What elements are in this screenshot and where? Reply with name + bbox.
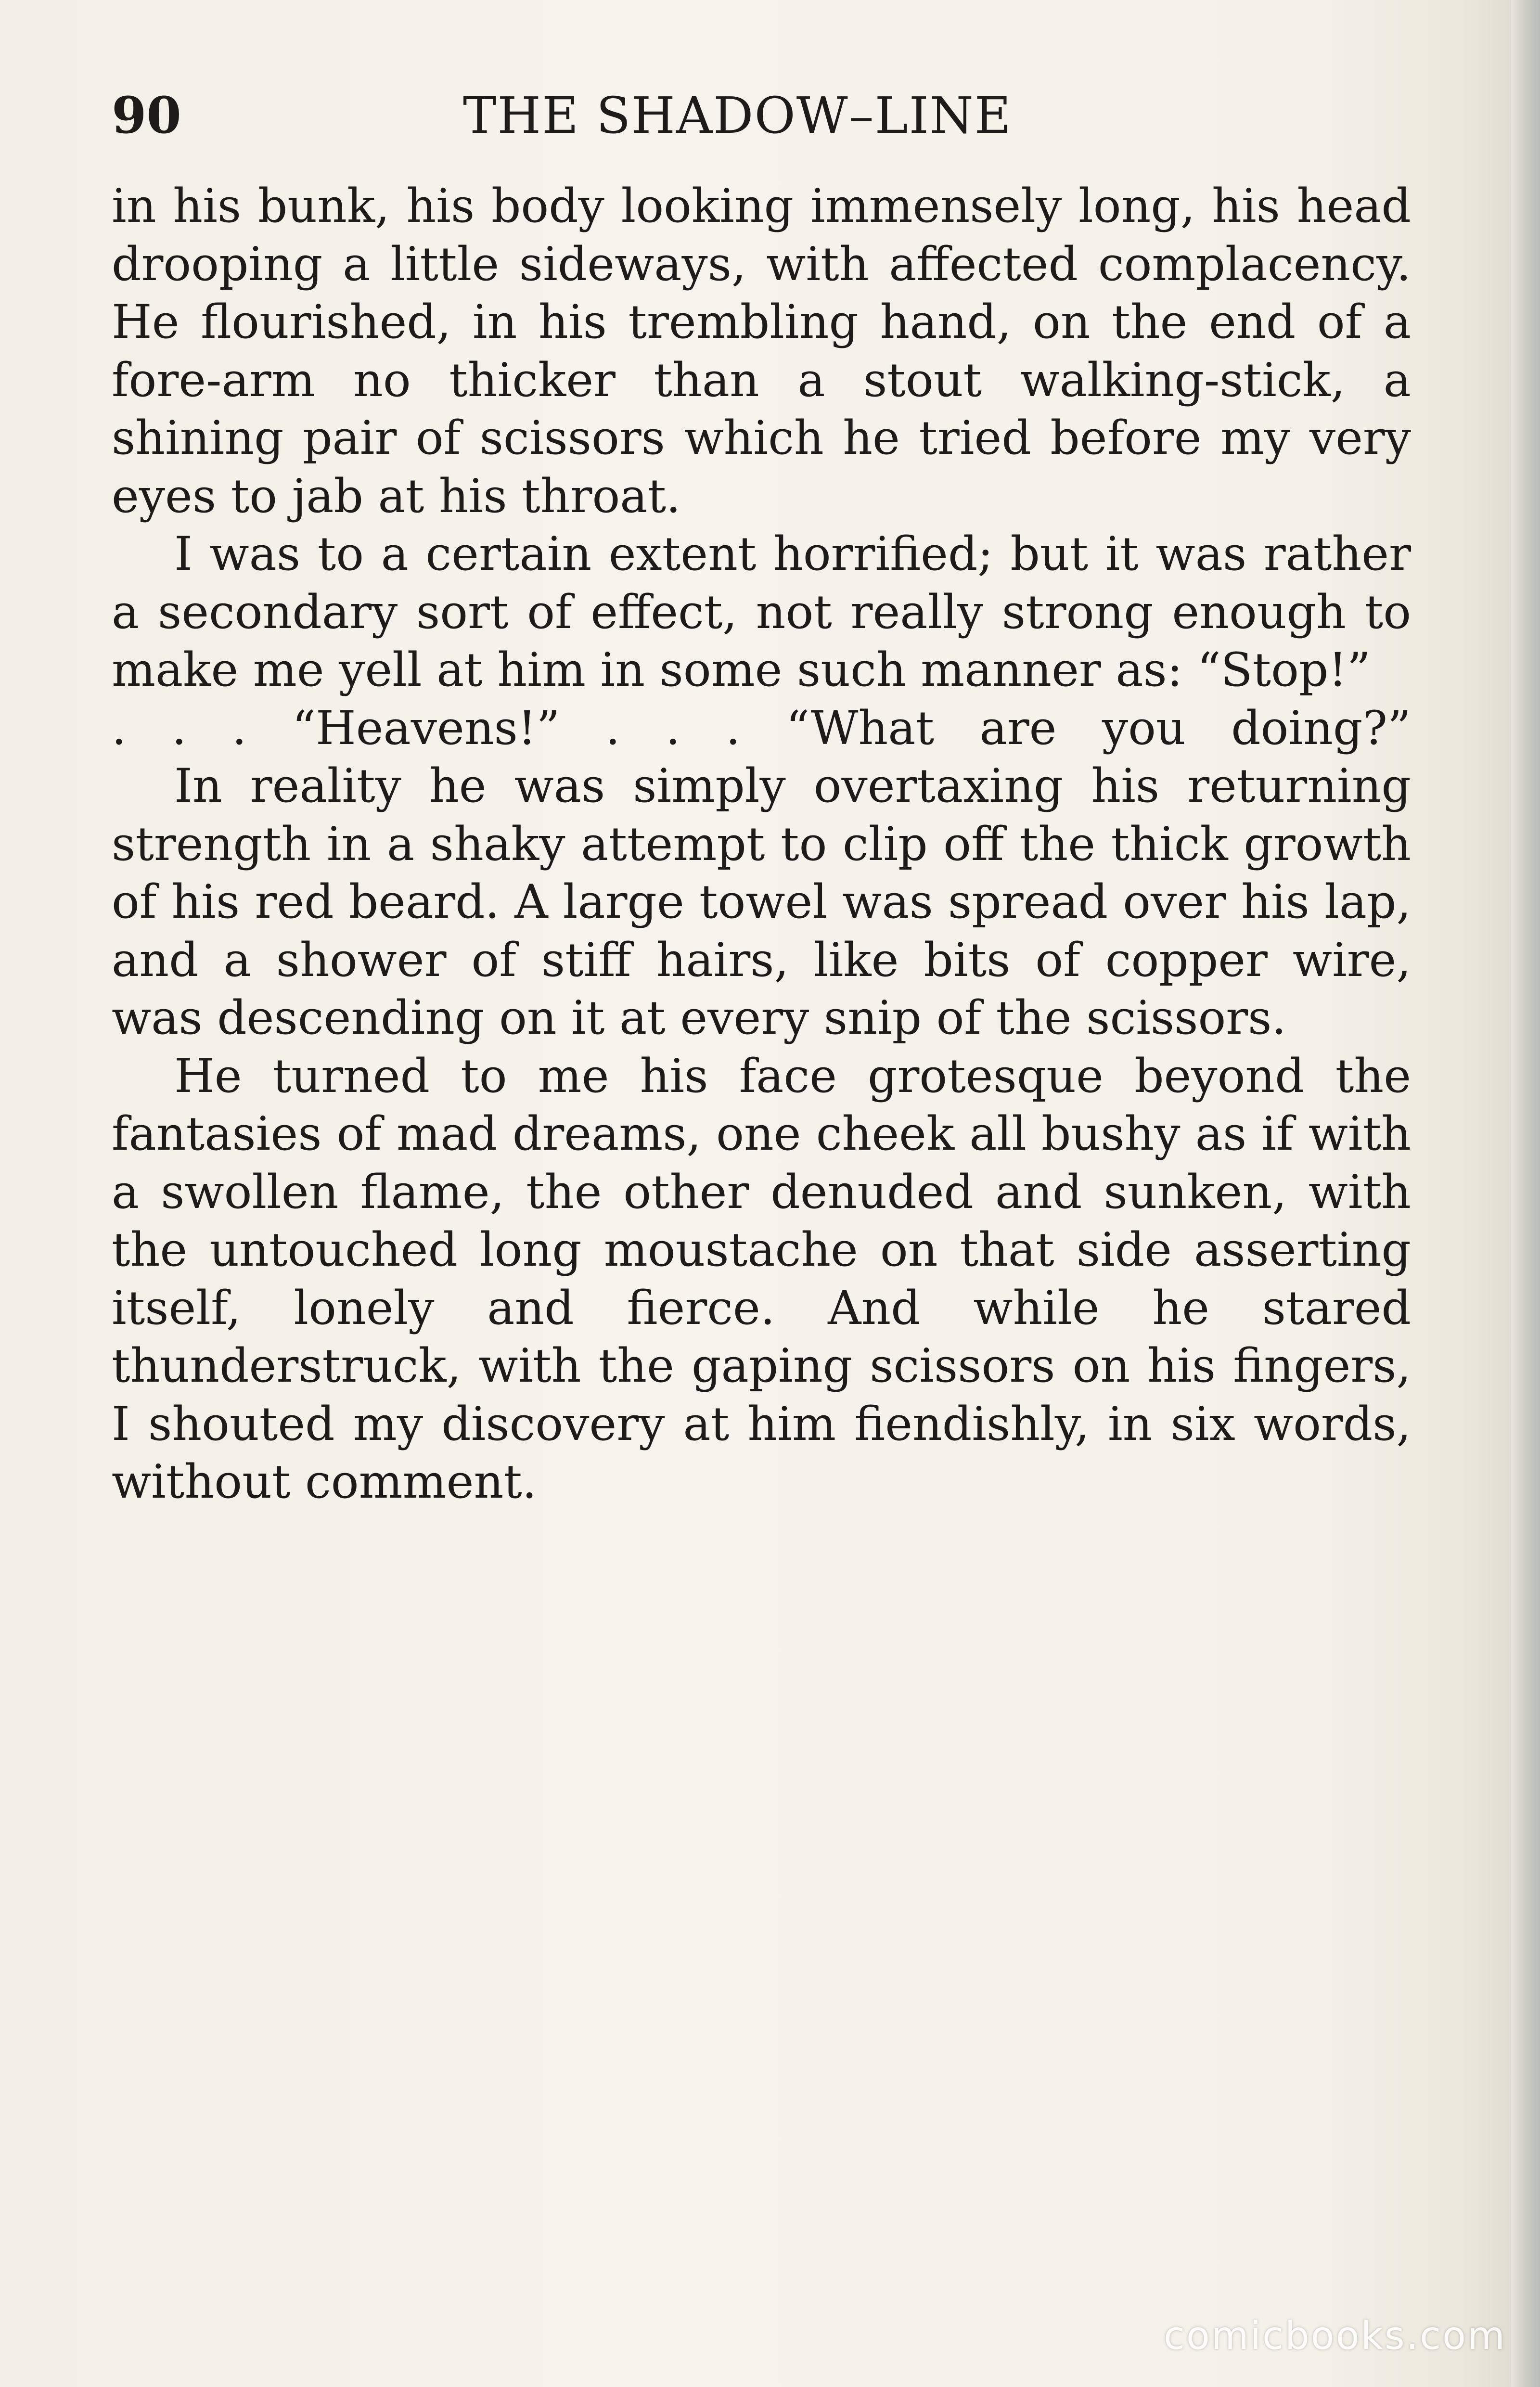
watermark: comicbooks.com [1163,2313,1506,2358]
page-number: 90 [112,86,181,145]
paragraph-continuation: in his bunk, his body looking immensely long, his head drooping a little sideways, with affected complacency. He flourished, in his trembling hand, on the end of a fore-arm no thicker than a stout walking-stick, a shining pair of scissors which he tried before my very eyes to jab at his throat. [112,179,1411,523]
paragraph-beard: In reality he was simply overtaxing his returning strength in a shaky attempt to clip off the thick growth of his red beard. A large towel was spread over his lap, and a shower of stiff hairs, like bits of copper wire, was descending on it at every snip of the scissors. [112,759,1411,1045]
page-edge [1511,0,1540,2387]
paragraph-discovery: He turned to me his face grotesque beyond the fantasies of mad dreams, one cheek all bushy as if with a swollen flame, the other denuded and sunken, with the untouched long moustache on that side asserting itself, lonely and fierce. And while he stared thunderstruck, with the gaping scissors on his fingers, I shouted my discovery at him fiendishly, in six words, without comment. [112,1049,1411,1509]
running-title: THE SHADOW–LINE [463,86,1012,145]
paragraph-horrified: I was to a certain extent horrified; but it was rather a secondary sort of effect, not really strong enough to make me yell at him in some such manner as: “Stop!” [112,527,1411,697]
body-text [112,177,1411,1511]
running-head [112,82,1411,149]
paragraph-exclamations: . . . “Heavens!” . . . “What are you doing?” [112,701,1411,755]
